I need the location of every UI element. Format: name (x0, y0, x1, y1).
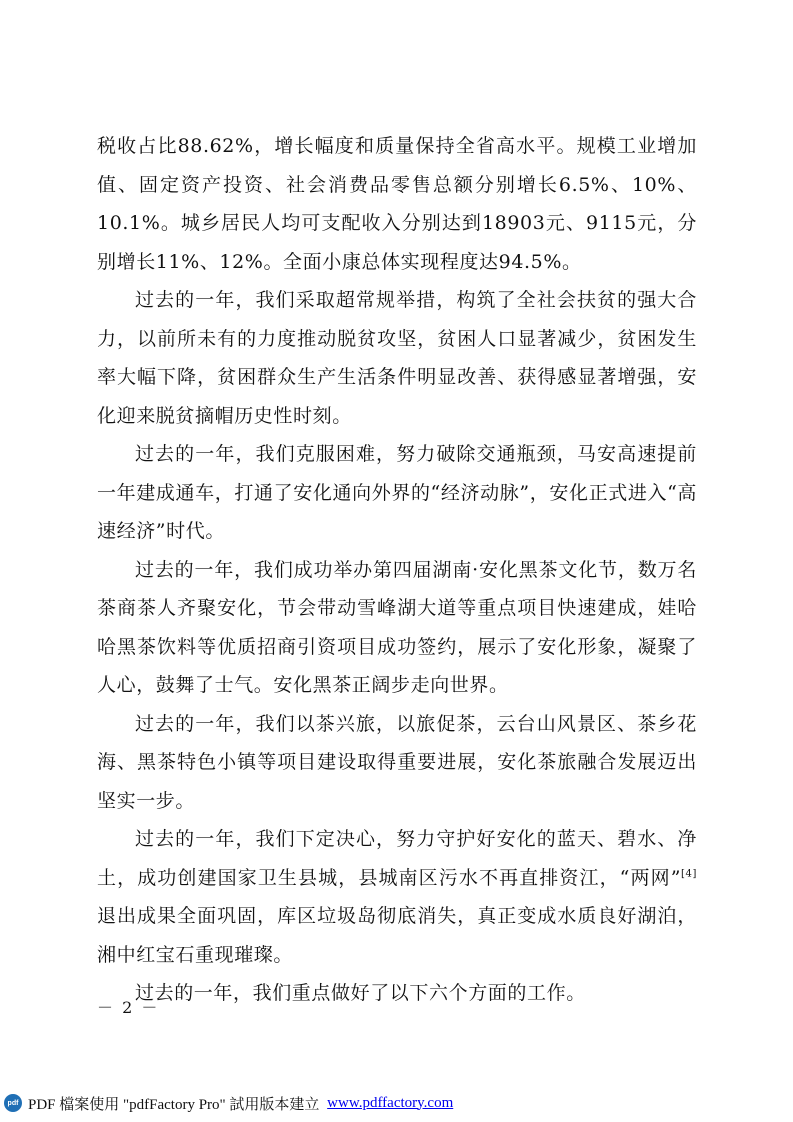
paragraph-2: 过去的一年，我们采取超常规举措，构筑了全社会扶贫的强大合力，以前所未有的力度推动脱贫攻坚，贫困人口显著减少，贫困发生率大幅下降，贫困群众生产生活条件明显改善、获得感显著增强，安化迎来脱贫摘帽历史性时刻。 (97, 289, 697, 427)
paragraph-5: 过去的一年，我们以茶兴旅，以旅促茶，云台山风景区、茶乡花海、黑茶特色小镇等项目建设取得重要进展，安化茶旅融合发展迈出坚实一步。 (97, 712, 697, 812)
page-number: － 2 － (97, 998, 160, 1017)
pdf-logo-icon: pdf (4, 1094, 22, 1112)
pdf-footer (4, 1090, 453, 1116)
pdffactory-link[interactable]: www.pdffactory.com (327, 1094, 454, 1111)
paragraph-7: 过去的一年，我们重点做好了以下六个方面的工作。 (135, 982, 586, 1004)
paragraph-6-text-after-note: 退出成果全面巩固，库区垃圾岛彻底消失，真正变成水质良好湖泊，湘中红宝石重现璀璨。 (97, 905, 697, 966)
footer-notice: PDF 檔案使用 "pdfFactory Pro" 試用版本建立 (28, 1096, 324, 1113)
footnote-reference[interactable]: [4] (681, 868, 697, 880)
document-body (97, 127, 697, 1013)
paragraph-1: 税收占比88.62%，增长幅度和质量保持全省高水平。规模工业增加值、固定资产投资、社会消费品零售总额分别增长6.5%、10%、10.1%。城乡居民人均可支配收入分别达到18903元、9115元，分别增长11%、12%。全面小康总体实现程度达94.5%。 (97, 135, 697, 273)
paragraph-6 (97, 820, 697, 974)
paragraph-3: 过去的一年，我们克服困难，努力破除交通瓶颈，马安高速提前一年建成通车，打通了安化通向外界的“经济动脉”，安化正式进入“高速经济”时代。 (97, 443, 697, 542)
paragraph-4: 过去的一年，我们成功举办第四届湖南·安化黑茶文化节，数万名茶商茶人齐聚安化，节会带动雪峰湖大道等重点项目快速建成，娃哈哈黑茶饮料等优质招商引资项目成功签约，展示了安化形象，凝聚了人心，鼓舞了士气。安化黑茶正阔步走向世界。 (97, 558, 697, 696)
paragraph-6-text-before-note: 过去的一年，我们下定决心，努力守护好安化的蓝天、碧水、净土，成功创建国家卫生县城，县城南区污水不再直排资江，“两网” (97, 828, 697, 889)
